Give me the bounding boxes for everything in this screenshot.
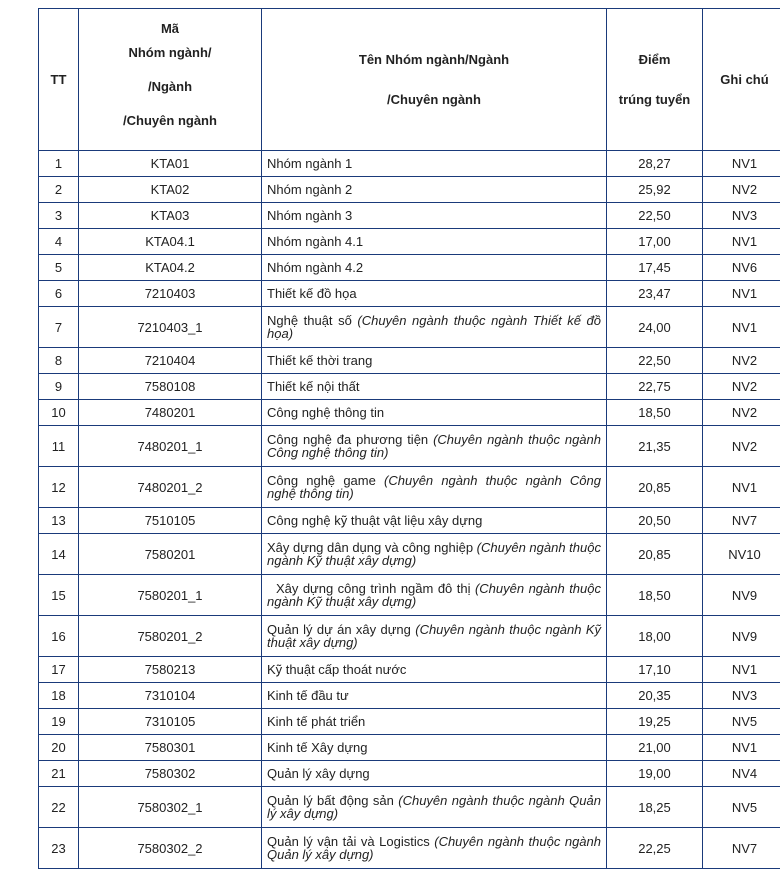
row-tt: 4 — [39, 229, 79, 255]
row-name-detail: (Chuyên ngành thuộc ngành Kỹ thuật xây dựng) — [267, 581, 601, 609]
row-name-text — [267, 261, 601, 274]
row-name-main: Công nghệ thông tin — [267, 405, 384, 420]
row-name-text — [267, 582, 601, 608]
header-score-line: trúng tuyển — [612, 80, 697, 120]
row-name — [262, 709, 607, 735]
row-name — [262, 400, 607, 426]
row-name-main: Kỹ thuật cấp thoát nước — [267, 662, 406, 677]
row-tt: 22 — [39, 787, 79, 828]
row-tt: 8 — [39, 348, 79, 374]
table-row — [39, 255, 780, 281]
row-name-text — [267, 794, 601, 820]
row-note: NV2 — [703, 400, 780, 426]
row-name-text — [267, 767, 601, 780]
row-score: 18,50 — [607, 575, 703, 616]
row-code: KTA01 — [79, 151, 262, 177]
row-score: 17,45 — [607, 255, 703, 281]
row-name-text — [267, 380, 601, 393]
row-tt: 6 — [39, 281, 79, 307]
row-name-detail: (Chuyên ngành thuộc ngành Quản lý xây dựng) — [267, 834, 601, 862]
table-row — [39, 177, 780, 203]
row-code: 7480201_1 — [79, 426, 262, 467]
row-code: 7210403 — [79, 281, 262, 307]
row-note: NV2 — [703, 177, 780, 203]
table-row — [39, 374, 780, 400]
row-score: 18,25 — [607, 787, 703, 828]
row-name — [262, 657, 607, 683]
row-name-detail: (Chuyên ngành thuộc ngành Công nghệ thông tin) — [267, 432, 601, 460]
row-name — [262, 534, 607, 575]
table-row — [39, 203, 780, 229]
row-name — [262, 255, 607, 281]
table-row — [39, 683, 780, 709]
row-name-text — [267, 474, 601, 500]
table-row — [39, 575, 780, 616]
row-name-text — [267, 433, 601, 459]
row-score: 20,85 — [607, 534, 703, 575]
row-tt: 23 — [39, 828, 79, 869]
row-code: KTA04.2 — [79, 255, 262, 281]
row-name — [262, 348, 607, 374]
table-row — [39, 828, 780, 869]
row-name-main: Kinh tế đầu tư — [267, 688, 349, 703]
row-note: NV1 — [703, 151, 780, 177]
row-code: 7580201_2 — [79, 616, 262, 657]
table-row — [39, 761, 780, 787]
row-code: 7580302_2 — [79, 828, 262, 869]
row-code: 7580201_1 — [79, 575, 262, 616]
row-name-text — [267, 663, 601, 676]
admission-score-table — [38, 8, 780, 869]
row-code: 7580301 — [79, 735, 262, 761]
row-note: NV6 — [703, 255, 780, 281]
row-score: 18,00 — [607, 616, 703, 657]
table-row — [39, 467, 780, 508]
row-tt: 3 — [39, 203, 79, 229]
row-name-main: Nhóm ngành 2 — [267, 182, 352, 197]
row-note: NV1 — [703, 657, 780, 683]
row-name — [262, 229, 607, 255]
row-score: 20,50 — [607, 508, 703, 534]
row-name-detail: (Chuyên ngành thuộc ngành Công nghệ thông tin) — [267, 473, 601, 501]
row-name-text — [267, 741, 601, 754]
row-name-detail: (Chuyên ngành thuộc ngành Quản lý xây dựng) — [267, 793, 601, 821]
row-note: NV1 — [703, 281, 780, 307]
row-code: 7210403_1 — [79, 307, 262, 348]
row-code: 7580213 — [79, 657, 262, 683]
row-name — [262, 151, 607, 177]
row-note: NV9 — [703, 616, 780, 657]
row-code: 7580302_1 — [79, 787, 262, 828]
table-row — [39, 229, 780, 255]
row-note: NV3 — [703, 683, 780, 709]
header-name-line: Tên Nhóm ngành/Ngành — [267, 40, 601, 80]
row-name — [262, 203, 607, 229]
row-score: 21,00 — [607, 735, 703, 761]
row-note: NV5 — [703, 709, 780, 735]
row-tt: 13 — [39, 508, 79, 534]
row-name-detail: (Chuyên ngành thuộc ngành Thiết kế đồ họa) — [267, 313, 601, 341]
table-row — [39, 787, 780, 828]
row-name-text — [267, 689, 601, 702]
row-code: 7480201_2 — [79, 467, 262, 508]
row-name-main: Công nghệ kỹ thuật vật liệu xây dựng — [267, 513, 482, 528]
row-note: NV2 — [703, 348, 780, 374]
table-row — [39, 400, 780, 426]
header-tt: TT — [39, 9, 79, 151]
table-row — [39, 534, 780, 575]
row-name-main: Nhóm ngành 4.1 — [267, 234, 363, 249]
row-code: KTA02 — [79, 177, 262, 203]
row-tt: 10 — [39, 400, 79, 426]
row-score: 17,00 — [607, 229, 703, 255]
row-score: 28,27 — [607, 151, 703, 177]
row-tt: 17 — [39, 657, 79, 683]
table-row — [39, 307, 780, 348]
table-row — [39, 657, 780, 683]
row-note: NV1 — [703, 735, 780, 761]
row-tt: 1 — [39, 151, 79, 177]
row-name-detail: (Chuyên ngành thuộc ngành Kỹ thuật xây dựng) — [267, 540, 601, 568]
row-name-main: Công nghệ game — [267, 473, 376, 488]
row-score: 20,85 — [607, 467, 703, 508]
row-note: NV2 — [703, 374, 780, 400]
row-name-text — [267, 354, 601, 367]
row-score: 21,35 — [607, 426, 703, 467]
row-name-text — [267, 514, 601, 527]
row-code: 7580302 — [79, 761, 262, 787]
row-code: 7480201 — [79, 400, 262, 426]
row-name-main: Nhóm ngành 1 — [267, 156, 352, 171]
row-score: 25,92 — [607, 177, 703, 203]
row-name — [262, 467, 607, 508]
row-note: NV7 — [703, 828, 780, 869]
header-name — [262, 9, 607, 151]
row-name-text — [267, 623, 601, 649]
row-name-main: Quản lý bất động sản — [267, 793, 394, 808]
row-score: 22,50 — [607, 203, 703, 229]
row-score: 22,50 — [607, 348, 703, 374]
header-code-line: /Ngành — [84, 70, 256, 104]
row-tt: 5 — [39, 255, 79, 281]
header-code-line: Mã — [84, 22, 256, 36]
row-code: KTA03 — [79, 203, 262, 229]
row-name — [262, 177, 607, 203]
row-name — [262, 307, 607, 348]
table-row — [39, 151, 780, 177]
row-tt: 2 — [39, 177, 79, 203]
row-name-text — [267, 209, 601, 222]
row-name-main: Xây dựng công trình ngầm đô thị — [267, 581, 470, 596]
row-code: 7580201 — [79, 534, 262, 575]
row-name-main: Quản lý dự án xây dựng — [267, 622, 411, 637]
header-score-line: Điểm — [612, 40, 697, 80]
table-row — [39, 281, 780, 307]
table-row — [39, 426, 780, 467]
table-header — [39, 9, 780, 151]
row-note: NV7 — [703, 508, 780, 534]
header-code-line: Nhóm ngành/ — [84, 36, 256, 70]
row-note: NV1 — [703, 307, 780, 348]
row-score: 22,25 — [607, 828, 703, 869]
row-note: NV4 — [703, 761, 780, 787]
row-name-main: Kinh tế phát triển — [267, 714, 365, 729]
row-tt: 18 — [39, 683, 79, 709]
row-tt: 21 — [39, 761, 79, 787]
row-code: 7510105 — [79, 508, 262, 534]
row-name — [262, 787, 607, 828]
row-score: 18,50 — [607, 400, 703, 426]
row-note: NV5 — [703, 787, 780, 828]
row-name-main: Kinh tế Xây dựng — [267, 740, 368, 755]
row-name-main: Quản lý xây dựng — [267, 766, 370, 781]
row-name — [262, 735, 607, 761]
row-name — [262, 683, 607, 709]
row-name-text — [267, 157, 601, 170]
row-name-main: Xây dựng dân dụng và công nghiệp — [267, 540, 473, 555]
header-code — [79, 9, 262, 151]
row-name — [262, 508, 607, 534]
header-name-line: /Chuyên ngành — [267, 80, 601, 120]
row-tt: 16 — [39, 616, 79, 657]
row-name — [262, 616, 607, 657]
row-note: NV2 — [703, 426, 780, 467]
row-name — [262, 281, 607, 307]
row-name — [262, 426, 607, 467]
row-score: 20,35 — [607, 683, 703, 709]
row-name-main: Nhóm ngành 3 — [267, 208, 352, 223]
header-note: Ghi chú — [703, 9, 780, 151]
row-score: 17,10 — [607, 657, 703, 683]
row-score: 19,25 — [607, 709, 703, 735]
row-code: KTA04.1 — [79, 229, 262, 255]
row-name-main: Công nghệ đa phương tiện — [267, 432, 428, 447]
row-score: 22,75 — [607, 374, 703, 400]
header-code-line: /Chuyên ngành — [84, 104, 256, 138]
row-score: 19,00 — [607, 761, 703, 787]
row-tt: 7 — [39, 307, 79, 348]
row-name-text — [267, 235, 601, 248]
row-name-text — [267, 287, 601, 300]
table-row — [39, 348, 780, 374]
row-name-main: Nghệ thuật số — [267, 313, 352, 328]
row-name-main: Quản lý vận tải và Logistics — [267, 834, 430, 849]
row-name — [262, 761, 607, 787]
row-tt: 12 — [39, 467, 79, 508]
row-note: NV3 — [703, 203, 780, 229]
row-name-text — [267, 314, 601, 340]
row-tt: 11 — [39, 426, 79, 467]
row-name-main: Nhóm ngành 4.2 — [267, 260, 363, 275]
row-name — [262, 575, 607, 616]
header-score — [607, 9, 703, 151]
row-name-text — [267, 541, 601, 567]
row-score: 24,00 — [607, 307, 703, 348]
row-name-detail: (Chuyên ngành thuộc ngành Kỹ thuật xây dựng) — [267, 622, 601, 650]
row-name-text — [267, 835, 601, 861]
row-tt: 14 — [39, 534, 79, 575]
row-tt: 15 — [39, 575, 79, 616]
row-name — [262, 828, 607, 869]
row-note: NV1 — [703, 229, 780, 255]
row-name-text — [267, 406, 601, 419]
row-note: NV9 — [703, 575, 780, 616]
row-code: 7210404 — [79, 348, 262, 374]
row-name-text — [267, 715, 601, 728]
row-tt: 19 — [39, 709, 79, 735]
row-tt: 20 — [39, 735, 79, 761]
row-name-main: Thiết kế nội thất — [267, 379, 360, 394]
row-name-text — [267, 183, 601, 196]
row-name — [262, 374, 607, 400]
row-name-main: Thiết kế thời trang — [267, 353, 372, 368]
row-name-main: Thiết kế đồ họa — [267, 286, 357, 301]
row-score: 23,47 — [607, 281, 703, 307]
row-note: NV10 — [703, 534, 780, 575]
row-note: NV1 — [703, 467, 780, 508]
row-code: 7310104 — [79, 683, 262, 709]
table-row — [39, 735, 780, 761]
row-tt: 9 — [39, 374, 79, 400]
table-row — [39, 616, 780, 657]
table-row — [39, 508, 780, 534]
table-row — [39, 709, 780, 735]
row-code: 7310105 — [79, 709, 262, 735]
row-code: 7580108 — [79, 374, 262, 400]
table-body — [39, 151, 780, 869]
